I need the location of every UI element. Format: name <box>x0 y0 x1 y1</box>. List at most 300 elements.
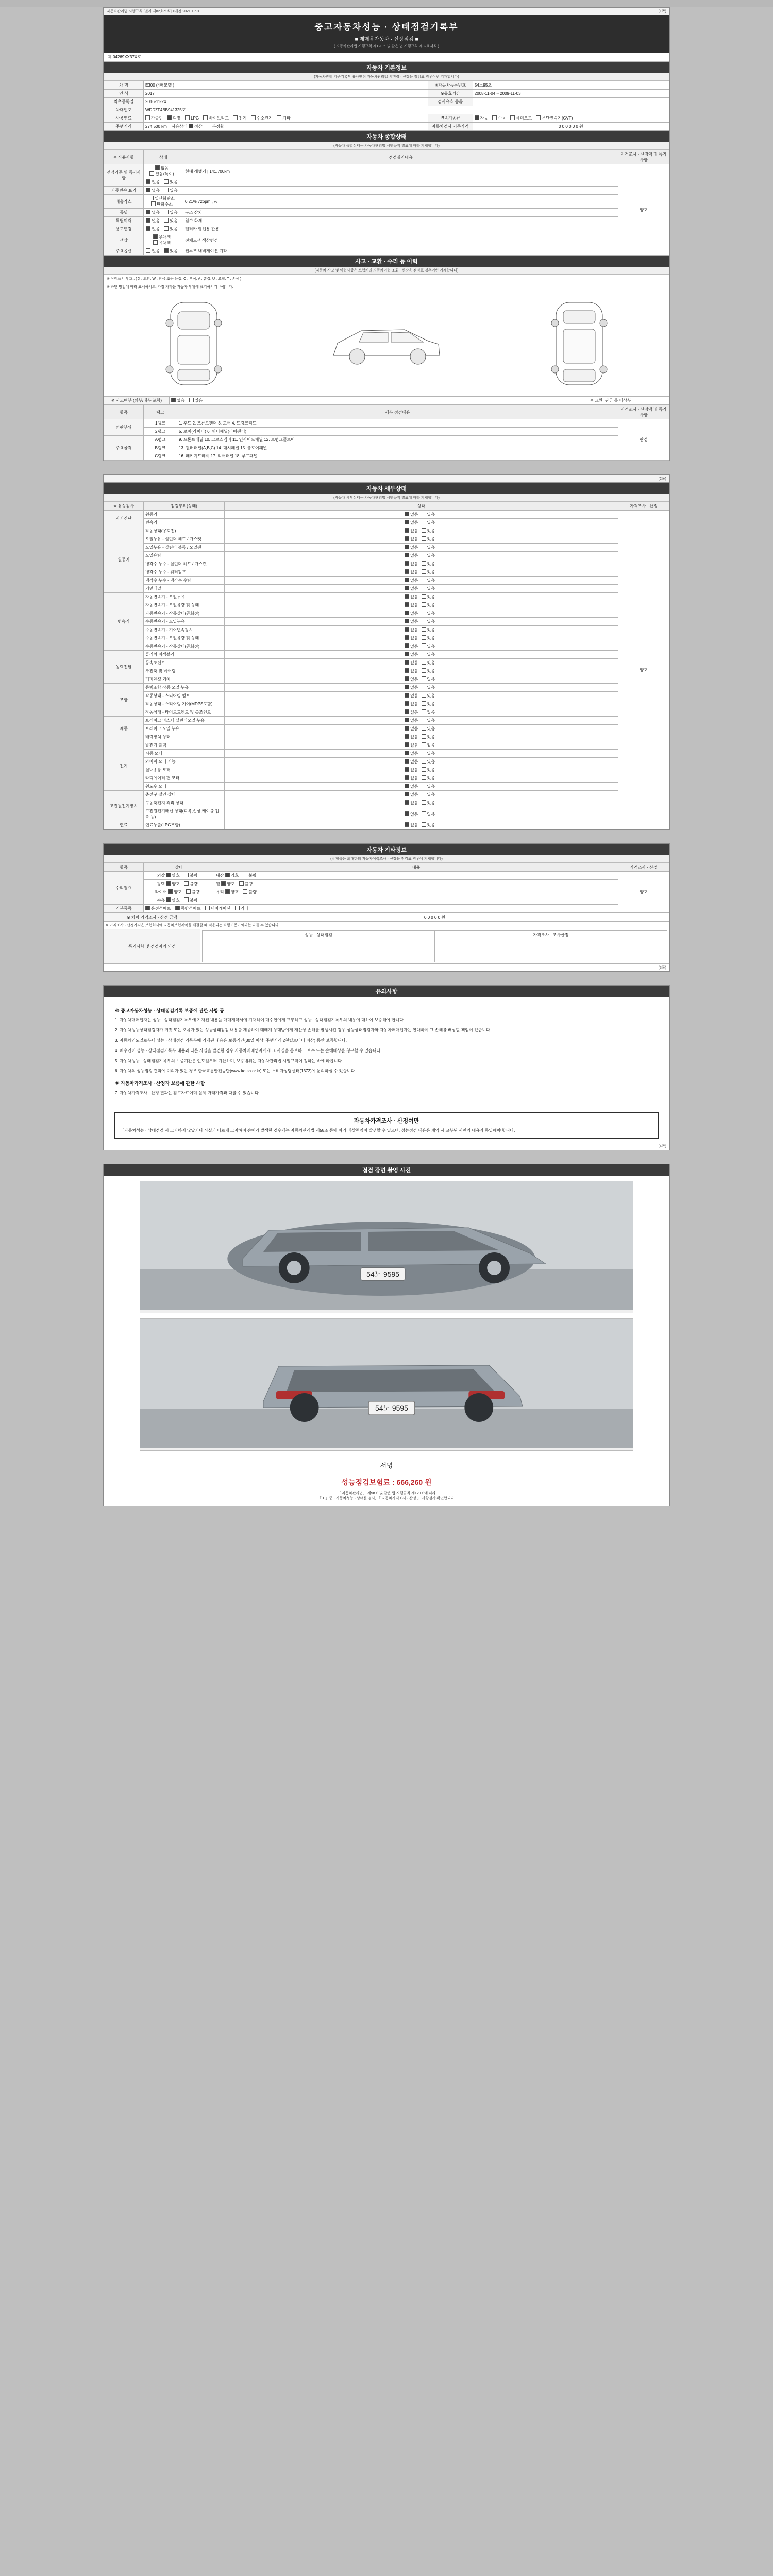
standard-price-label: 자동차검사 기준가격 <box>428 123 473 131</box>
detail-opt-good-5-2[interactable]: 없음 <box>405 734 418 740</box>
detail-opt-bad-4-2[interactable]: 있음 <box>422 701 435 707</box>
detail-opt-bad-1-3[interactable]: 있음 <box>422 553 435 558</box>
overall-6-opt-1[interactable]: 있음 <box>164 226 177 232</box>
etc-1-sub-1[interactable]: 불량 <box>239 881 253 887</box>
detail-opt-bad-5-2[interactable]: 있음 <box>422 734 435 740</box>
remarks-right-input[interactable] <box>435 939 667 962</box>
detail-state-2-1 <box>225 601 618 609</box>
detail-opt-bad-2-2[interactable]: 있음 <box>422 611 435 616</box>
detail-opt-good-5-0[interactable]: 없음 <box>405 718 418 723</box>
detail-opt-good-2-5[interactable]: 없음 <box>405 635 418 641</box>
detail-state-1-5 <box>225 568 618 577</box>
detail-opt-bad-0-1[interactable]: 있음 <box>422 520 435 526</box>
detail-opt-good-0-1[interactable]: 없음 <box>405 520 418 526</box>
detail-part-3-1: 등속조인트 <box>144 659 225 667</box>
detail-opt-good-6-4[interactable]: 없음 <box>405 775 418 781</box>
overall-0-opt-1[interactable]: 있음(특이) <box>149 171 174 177</box>
frame-col-1: 세부 점검내용 <box>177 405 618 419</box>
frame-right-note: 판정 <box>618 419 669 461</box>
notice-p-1: 2. 자동차성능상태점검자가 거짓 또는 오류가 있는 성능상태점검 내용을 제공하여 매매계 상대방에게 재산상 손해를 발생시킨 경우 성능상태점검자와 자동차매매업자는 연대하여 그 손해를 배상할 책임이 있습니다. <box>115 1028 492 1033</box>
detail-opt-good-7-2[interactable]: 없음 <box>405 811 418 817</box>
row-value2-2 <box>473 98 669 106</box>
overall-7-opt-0[interactable]: 무채색 <box>153 234 171 240</box>
detail-part-1-7: 커먼레일 <box>144 585 225 593</box>
section-bar-photos: 점검 장면 촬영 사진 <box>104 1164 669 1176</box>
overall-cat-4: 튜닝 <box>104 209 144 217</box>
overall-4-opt-1[interactable]: 있음 <box>164 210 177 215</box>
detail-opt-good-3-0[interactable]: 없음 <box>405 652 418 657</box>
detail-group-3: 동력전달 <box>104 651 144 684</box>
photo-front <box>140 1181 633 1313</box>
table-row <box>104 609 669 618</box>
svg-text:54노 9595: 54노 9595 <box>366 1269 399 1278</box>
detail-state-7-2 <box>225 807 618 821</box>
detail-opt-bad-2-0[interactable]: 있음 <box>422 594 435 600</box>
row-value-3: WDDZF4BB941325호 <box>144 106 669 114</box>
basic-info-table <box>104 81 669 131</box>
overall-col-3: 가격조사 · 산정액 및 특기사항 <box>618 150 669 164</box>
detail-opt-bad-6-5[interactable]: 있음 <box>422 784 435 789</box>
page-number-2: (2쪽) <box>658 477 666 481</box>
etc-row-2-sub: 유리 양호 불량 <box>214 888 618 896</box>
detail-opt-good-1-7[interactable]: 없음 <box>405 586 418 591</box>
fuel-opt-5[interactable]: 수소전기 <box>251 115 273 121</box>
detail-state-1-3 <box>225 552 618 560</box>
etc-0-opt-0[interactable]: 양호 <box>166 873 179 878</box>
section-note-etc: (※ 항목은 최대한의 자동차이력조사 · 신장용 점검표 경우에 기재합니다) <box>104 855 669 863</box>
extra-item-1[interactable]: 동반석매트 <box>175 906 201 911</box>
detail-state-1-0 <box>225 527 618 535</box>
sheet-page-3 <box>103 843 670 972</box>
price-summary-table <box>104 913 669 964</box>
detail-part-0-0: 원동기 <box>144 511 225 519</box>
table-row <box>104 692 669 700</box>
table-row <box>104 585 669 593</box>
frame-level-0: 1랭크 <box>144 419 177 428</box>
detail-part-4-1: 작동상태 - 스티어링 펌프 <box>144 692 225 700</box>
table-row <box>104 593 669 601</box>
detail-opt-bad-1-7[interactable]: 있음 <box>422 586 435 591</box>
etc-3-opt-1[interactable]: 불량 <box>184 897 197 903</box>
detail-part-1-4: 냉각수 누수 - 실린더 헤드 / 가스켓 <box>144 560 225 568</box>
fuel-opt-0[interactable]: 가솔린 <box>145 115 163 121</box>
warning-box <box>114 1112 659 1139</box>
row-label2-0: ※자동차등록번호 <box>428 81 473 90</box>
notice-p-0: 1. 자동차매매업자는 성능 · 상태점검기록부에 기재된 내용을 매매계약서에 기재하여 매수인에게 교부하고 성능 · 상태점검기록부의 내용에 대하여 보증해야 합니다. <box>115 1018 405 1023</box>
detail-opt-bad-4-1[interactable]: 있음 <box>422 693 435 699</box>
detail-opt-bad-6-2[interactable]: 있음 <box>422 759 435 765</box>
overall-cat-3: 배출가스 <box>104 195 144 209</box>
photo-footer-2: 「 1 」중고자동차성능 · 상태를 검사, 「 자동차가격조사 · 산정 」 사항검사 확인합니다. <box>317 1496 456 1500</box>
frame-detail-3: 13. 필러패널(A,B,C) 14. 대시패널 15. 플로어패널 <box>177 444 618 452</box>
detail-part-6-2: 와이퍼 모터 기능 <box>144 758 225 766</box>
detail-opt-bad-1-0[interactable]: 있음 <box>422 528 435 534</box>
overall-2-opt-1[interactable]: 있음 <box>164 188 177 193</box>
detail-opt-bad-7-0[interactable]: 있음 <box>422 792 435 798</box>
car-diagram-rear <box>541 297 618 390</box>
detail-part-7-2: 고전원전기배선 상태(피복,손상,케이블 접촉 등) <box>144 807 225 821</box>
form-header-bar <box>104 8 669 15</box>
table-row <box>104 626 669 634</box>
detail-opt-bad-6-1[interactable]: 있음 <box>422 751 435 756</box>
remarks-left-input[interactable] <box>203 939 435 962</box>
detail-opt-good-1-5[interactable]: 없음 <box>405 569 418 575</box>
detail-opt-bad-0-0[interactable]: 있음 <box>422 512 435 517</box>
detail-state-5-0 <box>225 717 618 725</box>
notice-p-3: 4. 매수인이 성능 · 상태점검기록부 내용과 다른 사실을 발견한 경우 자동차매매업자에게 그 사실을 통보하고 보수 또는 손해배상을 청구할 수 있습니다. <box>115 1048 382 1053</box>
detail-state-4-0 <box>225 684 618 692</box>
etc-3-opt-0[interactable]: 양호 <box>166 897 179 903</box>
detail-opt-good-1-2[interactable]: 없음 <box>405 545 418 550</box>
detail-state-3-0 <box>225 651 618 659</box>
table-row <box>104 700 669 708</box>
page-number-4: (4쪽) <box>658 1144 666 1148</box>
detail-group-7: 고전원전기장치 <box>104 791 144 821</box>
section-note-overall: (자동차 종합상태는 자동차관리법 시행규칙 별표에 따라 기재합니다) <box>104 142 669 150</box>
etc-2-sub-0[interactable]: 양호 <box>225 889 239 895</box>
detail-state-6-1 <box>225 750 618 758</box>
detail-opt-bad-4-3[interactable]: 있음 <box>422 709 435 715</box>
overall-0-opt-0[interactable]: 없음 <box>155 165 169 171</box>
detail-opt-good-1-3[interactable]: 없음 <box>405 553 418 558</box>
detail-opt-bad-1-5[interactable]: 있음 <box>422 569 435 575</box>
row-value-0: E300 (4매모델 ) <box>144 81 428 90</box>
detail-opt-bad-3-3[interactable]: 있음 <box>422 676 435 682</box>
trans-opt-1[interactable]: 수동 <box>492 115 506 121</box>
overall-2-opt-0[interactable]: 없음 <box>146 188 159 193</box>
etc-2-opt-0[interactable]: 양호 <box>168 889 181 895</box>
table-row <box>104 675 669 684</box>
table-row <box>104 577 669 585</box>
odo-state-opt-0[interactable]: 정상 <box>189 124 202 129</box>
overall-5-opt-0[interactable]: 없음 <box>146 218 159 224</box>
extra-item-3[interactable]: 기타 <box>235 906 248 911</box>
mileage-label: 주행거리 <box>104 123 144 131</box>
detail-opt-good-6-2[interactable]: 없음 <box>405 759 418 765</box>
overall-state-table <box>104 150 669 256</box>
detail-part-1-0: 작동상태(공회전) <box>144 527 225 535</box>
trans-opt-3[interactable]: 무단변속기(CVT) <box>536 115 573 121</box>
detail-opt-bad-6-0[interactable]: 있음 <box>422 742 435 748</box>
etc-1-opt-0[interactable]: 양호 <box>166 881 179 887</box>
section-bar-etc: 자동차 기타정보 <box>104 844 669 855</box>
detail-opt-good-0-0[interactable]: 없음 <box>405 512 418 517</box>
detail-part-1-2: 오일누유 - 실린더 블록 / 오일팬 <box>144 544 225 552</box>
overall-col-0: ※ 사용사항 <box>104 150 144 164</box>
detail-state-4-3 <box>225 708 618 717</box>
detail-state-1-6 <box>225 577 618 585</box>
etc-2-sub-1[interactable]: 불량 <box>243 889 256 895</box>
detail-part-6-3: 실내송풍 모터 <box>144 766 225 774</box>
row-value-2: 2016-11-24 <box>144 98 428 106</box>
detail-opt-bad-6-4[interactable]: 있음 <box>422 775 435 781</box>
table-row <box>104 717 669 725</box>
detail-part-1-6: 냉각수 누수 - 냉각수 수량 <box>144 577 225 585</box>
sheet-photos <box>103 1164 670 1506</box>
detail-opt-good-2-3[interactable]: 없음 <box>405 619 418 624</box>
detail-state-3-3 <box>225 675 618 684</box>
detail-part-4-0: 동력조향 작동 오일 누유 <box>144 684 225 692</box>
overall-8-opt-0[interactable]: 없음 <box>146 248 159 254</box>
detail-group-1: 원동기 <box>104 527 144 593</box>
insurance-amount-value: 666,260 원 <box>396 1478 432 1486</box>
frame-item-2: 주요골격 <box>104 436 144 461</box>
notice-p-4: 5. 자동차성능 · 상태점검기록부의 보증기간은 인도일부터 기산하며, 보증범위는 자동차관리법 시행규칙이 정하는 바에 따릅니다. <box>115 1058 343 1063</box>
table-row <box>104 791 669 799</box>
detail-opt-good-6-3[interactable]: 없음 <box>405 767 418 773</box>
detail-opt-good-2-2[interactable]: 없음 <box>405 611 418 616</box>
detail-opt-good-6-5[interactable]: 없음 <box>405 784 418 789</box>
detail-opt-good-4-3[interactable]: 없음 <box>405 709 418 715</box>
fuel-opt-2[interactable]: LPG <box>185 115 199 121</box>
overall-1-opt-1[interactable]: 있음 <box>164 179 177 185</box>
detail-part-1-5: 냉각수 누수 - 워터펌프 <box>144 568 225 577</box>
price-note: ※ 가격조사 · 산정가격은 보험회사에 자동차보험계약을 체결할 때 적용되는 차량기준가액과는 다를 수 있습니다. <box>104 922 669 929</box>
overall-result-0: 현대 레했거 | 141,700km <box>183 164 618 178</box>
etc-1-sub-0[interactable]: 양호 <box>221 881 234 887</box>
detail-opt-bad-2-4[interactable]: 있음 <box>422 627 435 633</box>
detail-opt-good-1-4[interactable]: 없음 <box>405 561 418 567</box>
extra-item-2[interactable]: 네비게이션 <box>205 906 231 911</box>
overall-result-7: 전체도색 색상변경 <box>183 233 618 247</box>
svg-text:54노 9595: 54노 9595 <box>375 1403 408 1412</box>
detail-group-2: 변속기 <box>104 593 144 651</box>
table-row <box>104 527 669 535</box>
detail-part-7-0: 충전구 절연 상태 <box>144 791 225 799</box>
detail-state-4-1 <box>225 692 618 700</box>
detail-opt-good-3-3[interactable]: 없음 <box>405 676 418 682</box>
fuel-opt-6[interactable]: 기타 <box>277 115 290 121</box>
detail-opt-bad-5-1[interactable]: 있음 <box>422 726 435 732</box>
accident-legend-1: ※ 상태표시 부호 : ( X : 교환, W : 판금 또는 용접, C : 부식, A : 흠집, U : 요철, T : 손상 ) <box>107 277 242 281</box>
detail-part-2-6: 수동변속기 - 작동상태(공회전) <box>144 642 225 651</box>
table-row <box>104 651 669 659</box>
table-row <box>104 642 669 651</box>
form-regulation-note: 자동차관리법 시행규칙 [별지 제82호서식] <개정 2021.1.5.> <box>107 10 200 13</box>
notice-p-6: 7. 자동차가격조사 · 산정 결과는 참고자료이며 실제 거래가격과 다를 수 있습니다. <box>115 1090 260 1095</box>
detail-opt-good-8-0[interactable]: 없음 <box>405 822 418 828</box>
detail-part-2-4: 수동변속기 - 기어변속장치 <box>144 626 225 634</box>
overall-state-1 <box>144 178 183 187</box>
detail-opt-good-5-1[interactable]: 없음 <box>405 726 418 732</box>
table-row <box>104 741 669 750</box>
table-row <box>104 684 669 692</box>
table-row <box>104 758 669 766</box>
row-value2-1: 2008-11-04 ~ 2009-11-03 <box>473 90 669 98</box>
overall-state-2 <box>144 187 183 195</box>
accident-legend-2: ※ 하단 방법에 따라 표시하시고, 가장 가까운 자동차 부위에 표기하시기 바랍니다. <box>107 285 233 289</box>
extra-items-label: 기본품목 <box>104 905 144 913</box>
overall-8-opt-1[interactable]: 있음 <box>164 248 177 254</box>
detail-opt-good-1-0[interactable]: 없음 <box>405 528 418 534</box>
frame-parts-table <box>104 405 669 461</box>
signature-label: 서명 <box>380 1461 393 1469</box>
table-row <box>104 821 669 829</box>
detail-state-2-4 <box>225 626 618 634</box>
trans-opt-0[interactable]: 자동 <box>475 115 488 121</box>
etc-right-note: 양호 <box>618 872 669 913</box>
table-row <box>104 601 669 609</box>
fuel-opt-3[interactable]: 하이브리드 <box>203 115 229 121</box>
sheet-page-4 <box>103 985 670 1150</box>
overall-state-4 <box>144 209 183 217</box>
overall-state-3 <box>144 195 183 209</box>
detail-state-8-0 <box>225 821 618 829</box>
detail-part-5-0: 브레이크 마스터 실린더오일 누유 <box>144 717 225 725</box>
overall-result-2 <box>183 187 618 195</box>
etc-col-1: 상태 <box>144 863 214 872</box>
detail-opt-good-3-2[interactable]: 없음 <box>405 668 418 674</box>
overall-col-2: 점검결과내용 <box>183 150 618 164</box>
extra-item-0[interactable]: 운전석매트 <box>145 906 171 911</box>
overall-col-1: 상태 <box>144 150 183 164</box>
detail-opt-bad-7-1[interactable]: 있음 <box>422 800 435 806</box>
etc-0-opt-1[interactable]: 불량 <box>184 873 197 878</box>
detail-opt-bad-1-2[interactable]: 있음 <box>422 545 435 550</box>
frame-level-1: 2랭크 <box>144 428 177 436</box>
trans-label: 변속기종류 <box>428 114 473 123</box>
odo-state-opt-1[interactable]: 부정확 <box>207 124 224 129</box>
etc-1-opt-1[interactable]: 불량 <box>184 881 197 887</box>
table-row <box>104 568 669 577</box>
etc-row-1-item: 광택 양호 불량 <box>144 880 214 888</box>
accident-options <box>170 397 552 405</box>
detail-opt-bad-5-0[interactable]: 있음 <box>422 718 435 723</box>
overall-6-opt-0[interactable]: 없음 <box>146 226 159 232</box>
trans-options <box>473 114 669 123</box>
detail-opt-good-6-0[interactable]: 없음 <box>405 742 418 748</box>
accident-opt-1[interactable]: 있음 <box>189 398 203 403</box>
detail-col-3: 가격조사 · 산정 <box>618 502 669 511</box>
detail-opt-bad-2-6[interactable]: 있음 <box>422 643 435 649</box>
detail-opt-bad-3-1[interactable]: 있음 <box>422 660 435 666</box>
mileage-value: 274,500 <box>145 124 160 129</box>
detail-opt-bad-1-1[interactable]: 있음 <box>422 536 435 542</box>
detail-opt-bad-7-2[interactable]: 있음 <box>422 811 435 817</box>
warning-text: 「자동차성능 · 상태점검 시 고지하지 않았거나 사실과 다르게 고지하여 손해가 발생한 경우에는 자동차관리법 제58조 등에 따라 배상책임이 발생할 수 있으며, 성능점검 내용은 계약 시 교부된 서면의 내용과 동일해야 합니다.」 <box>120 1128 519 1133</box>
detail-state-7-1 <box>225 799 618 807</box>
detail-col-2: 상태 <box>225 502 618 511</box>
table-row <box>104 634 669 642</box>
fuel-opt-1[interactable]: 디젤 <box>167 115 180 121</box>
table-row <box>104 807 669 821</box>
detail-opt-good-3-1[interactable]: 없음 <box>405 660 418 666</box>
detail-opt-good-7-0[interactable]: 없음 <box>405 792 418 798</box>
detail-opt-bad-4-0[interactable]: 있음 <box>422 685 435 690</box>
overall-cat-6: 용도변경 <box>104 225 144 233</box>
detail-group-8: 연료 <box>104 821 144 829</box>
section-bar-overall: 자동차 종합상태 <box>104 131 669 142</box>
detail-opt-good-6-1[interactable]: 없음 <box>405 751 418 756</box>
detail-opt-good-2-1[interactable]: 없음 <box>405 602 418 608</box>
row-label2-1: ※유효기간 <box>428 90 473 98</box>
etc-0-sub-1[interactable]: 불량 <box>243 873 256 878</box>
table-row <box>104 560 669 568</box>
etc-0-sub-0[interactable]: 양호 <box>225 873 239 878</box>
detail-opt-good-4-0[interactable]: 없음 <box>405 685 418 690</box>
overall-state-5 <box>144 217 183 225</box>
detail-opt-good-4-2[interactable]: 없음 <box>405 701 418 707</box>
remarks-label: 특기사항 및 점검자의 의견 <box>104 929 200 964</box>
etc-2-opt-1[interactable]: 불량 <box>186 889 199 895</box>
row-label-3: 차대번호 <box>104 106 144 114</box>
table-row <box>104 667 669 675</box>
frame-level-3: B랭크 <box>144 444 177 452</box>
overall-3-opt-0[interactable]: 일산화탄소 <box>149 196 175 201</box>
section-note-accident: (자동차 사고 및 이력사항은 보험처리 자동차이력 조회 · 신장용 점검표 경우여변 기재합니다) <box>104 267 669 275</box>
frame-col-0: 항목 <box>104 405 144 419</box>
detail-opt-bad-2-5[interactable]: 있음 <box>422 635 435 641</box>
detail-opt-good-2-6[interactable]: 없음 <box>405 643 418 649</box>
etc-row-0-item: 외장 양호 불량 <box>144 872 214 880</box>
detail-opt-good-2-4[interactable]: 없음 <box>405 627 418 633</box>
detail-opt-good-2-0[interactable]: 없음 <box>405 594 418 600</box>
detail-state-6-5 <box>225 783 618 791</box>
detail-part-1-1: 오일누유 - 실린더 헤드 / 가스켓 <box>144 535 225 544</box>
table-row <box>104 659 669 667</box>
table-row <box>104 552 669 560</box>
overall-5-opt-1[interactable]: 있음 <box>164 218 177 224</box>
odo-state-label: 사용상태 <box>171 124 188 129</box>
overall-1-opt-0[interactable]: 없음 <box>146 179 159 185</box>
overall-4-opt-0[interactable]: 없음 <box>146 210 159 215</box>
etc-row-3-item: 속음 양호 불량 <box>144 896 214 905</box>
trans-opt-2[interactable]: 세미오토 <box>510 115 532 121</box>
detail-state-3-1 <box>225 659 618 667</box>
overall-3-opt-1[interactable]: 탄화수소 <box>151 201 173 207</box>
detail-state-4-2 <box>225 700 618 708</box>
overall-cat-2: 자동변속 표기 <box>104 187 144 195</box>
etc-row-0-sub: 내장 양호 불량 <box>214 872 618 880</box>
detail-opt-bad-1-4[interactable]: 있음 <box>422 561 435 567</box>
detail-opt-bad-2-1[interactable]: 있음 <box>422 602 435 608</box>
detail-state-5-1 <box>225 725 618 733</box>
accident-opt-0[interactable]: 없음 <box>171 398 184 403</box>
warning-title: 자동차가격조사 · 산정여만 <box>354 1118 419 1125</box>
detail-part-2-1: 자동변속기 - 오일유량 및 상태 <box>144 601 225 609</box>
detail-part-1-3: 오일유량 <box>144 552 225 560</box>
table-row <box>104 783 669 791</box>
fuel-opt-4[interactable]: 전기 <box>233 115 246 121</box>
detail-part-6-1: 시동 모터 <box>144 750 225 758</box>
photo-footer-1: 「 자동차관리법」 제58조 및 같은 법 시행규칙 제120조에 따라 <box>337 1491 436 1495</box>
table-row <box>104 799 669 807</box>
overall-result-3: 0.21% 72ppm , % <box>183 195 618 209</box>
detail-opt-bad-8-0[interactable]: 있음 <box>422 822 435 828</box>
etc-row-3-sub <box>214 896 618 905</box>
row-label-1: 연 식 <box>104 90 144 98</box>
detail-opt-bad-1-6[interactable]: 있음 <box>422 578 435 583</box>
detail-opt-good-4-1[interactable]: 없음 <box>405 693 418 699</box>
detail-opt-good-7-1[interactable]: 없음 <box>405 800 418 806</box>
section-note-basic-info: (자동차관리 기준기록부 용사안허 자동차관리법 시행령 · 신장용 점검표 경우여변 기재합니다) <box>104 73 669 81</box>
overall-7-opt-1[interactable]: 유채색 <box>153 240 171 246</box>
detail-state-5-2 <box>225 733 618 741</box>
detail-part-5-1: 브레이크 오일 누유 <box>144 725 225 733</box>
row-value2-0: 54노95오 <box>473 81 669 90</box>
detail-state-0-1 <box>225 519 618 527</box>
detail-opt-bad-6-3[interactable]: 있음 <box>422 767 435 773</box>
detail-part-2-0: 자동변속기 - 오일누유 <box>144 593 225 601</box>
detail-opt-bad-2-3[interactable]: 있음 <box>422 619 435 624</box>
detail-opt-good-1-1[interactable]: 없음 <box>405 536 418 542</box>
detail-opt-bad-3-2[interactable]: 있음 <box>422 668 435 674</box>
detail-state-1-4 <box>225 560 618 568</box>
detail-opt-good-1-6[interactable]: 없음 <box>405 578 418 583</box>
remarks-right: 가격조사 · 조사산정 <box>435 931 667 939</box>
detail-opt-bad-3-0[interactable]: 있음 <box>422 652 435 657</box>
overall-result-8: 썬루프 내비게이션 기타 <box>183 247 618 256</box>
